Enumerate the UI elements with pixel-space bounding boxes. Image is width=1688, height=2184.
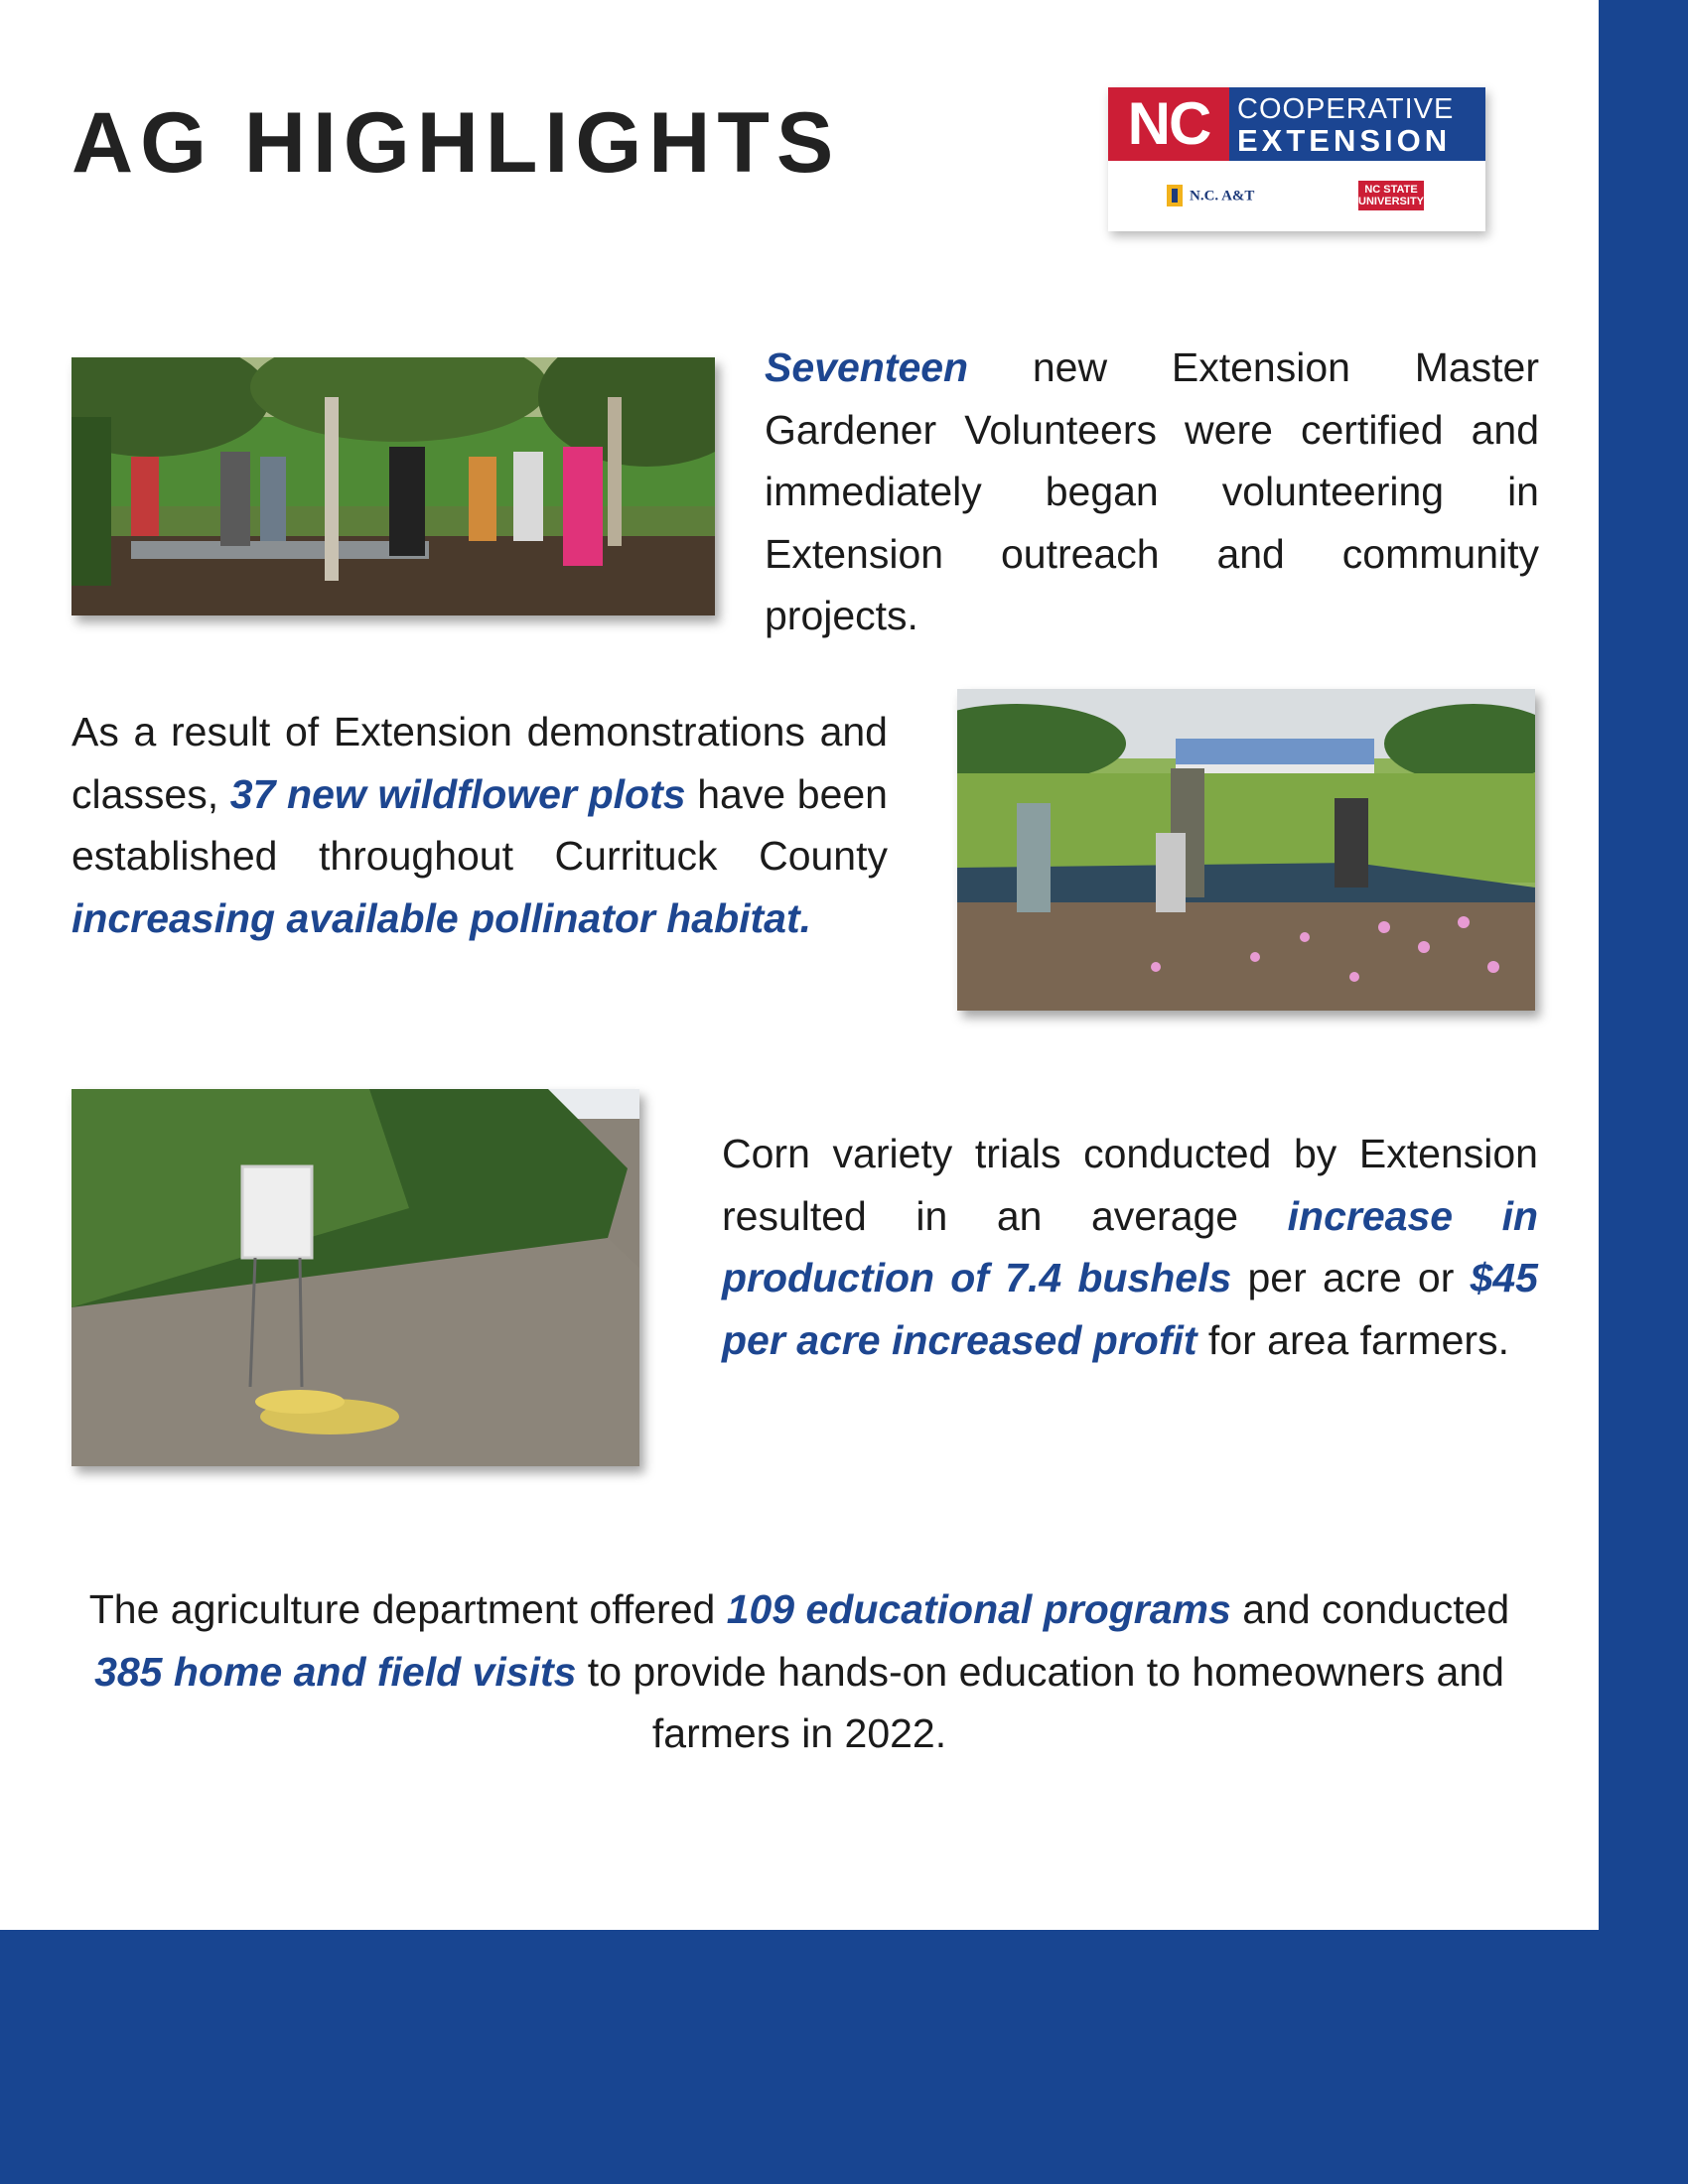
programs-text-2: and conducted <box>1230 1586 1510 1632</box>
wildflower-paragraph <box>71 701 888 949</box>
programs-highlight-1: 109 educational programs <box>726 1586 1231 1632</box>
logo-banner <box>1108 87 1485 161</box>
wildflower-highlight-2: increasing available pollinator habitat. <box>71 894 812 941</box>
corn-trial-photo <box>71 1089 639 1466</box>
programs-text-3: to provide hands-on education to homeowners and farmers in 2022. <box>576 1648 1504 1756</box>
programs-text-1: The agriculture department offered <box>88 1586 727 1632</box>
gardeners-highlight: Seventeen <box>765 344 969 390</box>
corn-trial-photo-art <box>71 1089 639 1466</box>
wildflower-plot-photo <box>957 689 1535 1011</box>
logo-extension-text: EXTENSION <box>1237 123 1452 158</box>
ncat-logo-text: N.C. A&T <box>1190 188 1255 205</box>
right-accent-bar <box>1599 0 1688 2184</box>
logo-cooperative-text: COOPERATIVE <box>1237 93 1455 125</box>
corn-text-2: per acre or <box>1231 1255 1471 1300</box>
ncstate-line1: NC STATE <box>1364 184 1418 196</box>
gardeners-paragraph <box>765 337 1539 647</box>
master-gardeners-photo <box>71 357 715 615</box>
master-gardeners-photo-art <box>71 357 715 615</box>
nc-cooperative-extension-logo <box>1108 87 1485 231</box>
ncstate-line2: UNIVERSITY <box>1358 196 1425 207</box>
programs-paragraph <box>74 1578 1524 1765</box>
bottom-accent-bar <box>0 1930 1688 2184</box>
gardeners-text: new Extension Master Gardener Volunteers were certified and immediately began volunteering in Extension outreach and community projects. <box>765 344 1539 638</box>
programs-highlight-2: 385 home and field visits <box>94 1648 577 1695</box>
wildflower-text-1: As a result of Extension demonstrations and classes, <box>71 709 888 817</box>
ncat-logo <box>1164 183 1254 210</box>
wildflower-highlight-1: 37 new wildflower plots <box>229 770 686 817</box>
corn-text-3: for area farmers. <box>1196 1316 1509 1363</box>
wildflower-text-2: have been established throughout Currituck County <box>71 770 888 879</box>
logo-nc-mark: NC <box>1108 87 1229 161</box>
corn-paragraph <box>722 1123 1538 1371</box>
corn-highlight-2: $45 per acre increased profit <box>722 1255 1538 1363</box>
page-title: AG HIGHLIGHTS <box>71 95 841 191</box>
ncat-crest-icon <box>1164 183 1186 210</box>
corn-highlight-1: increase in production of 7.4 bushels <box>722 1192 1539 1300</box>
ncstate-logo <box>1358 181 1424 210</box>
corn-text-1: Corn variety trials conducted by Extension resulted in an average <box>722 1131 1538 1239</box>
wildflower-plot-photo-art <box>957 689 1535 1011</box>
